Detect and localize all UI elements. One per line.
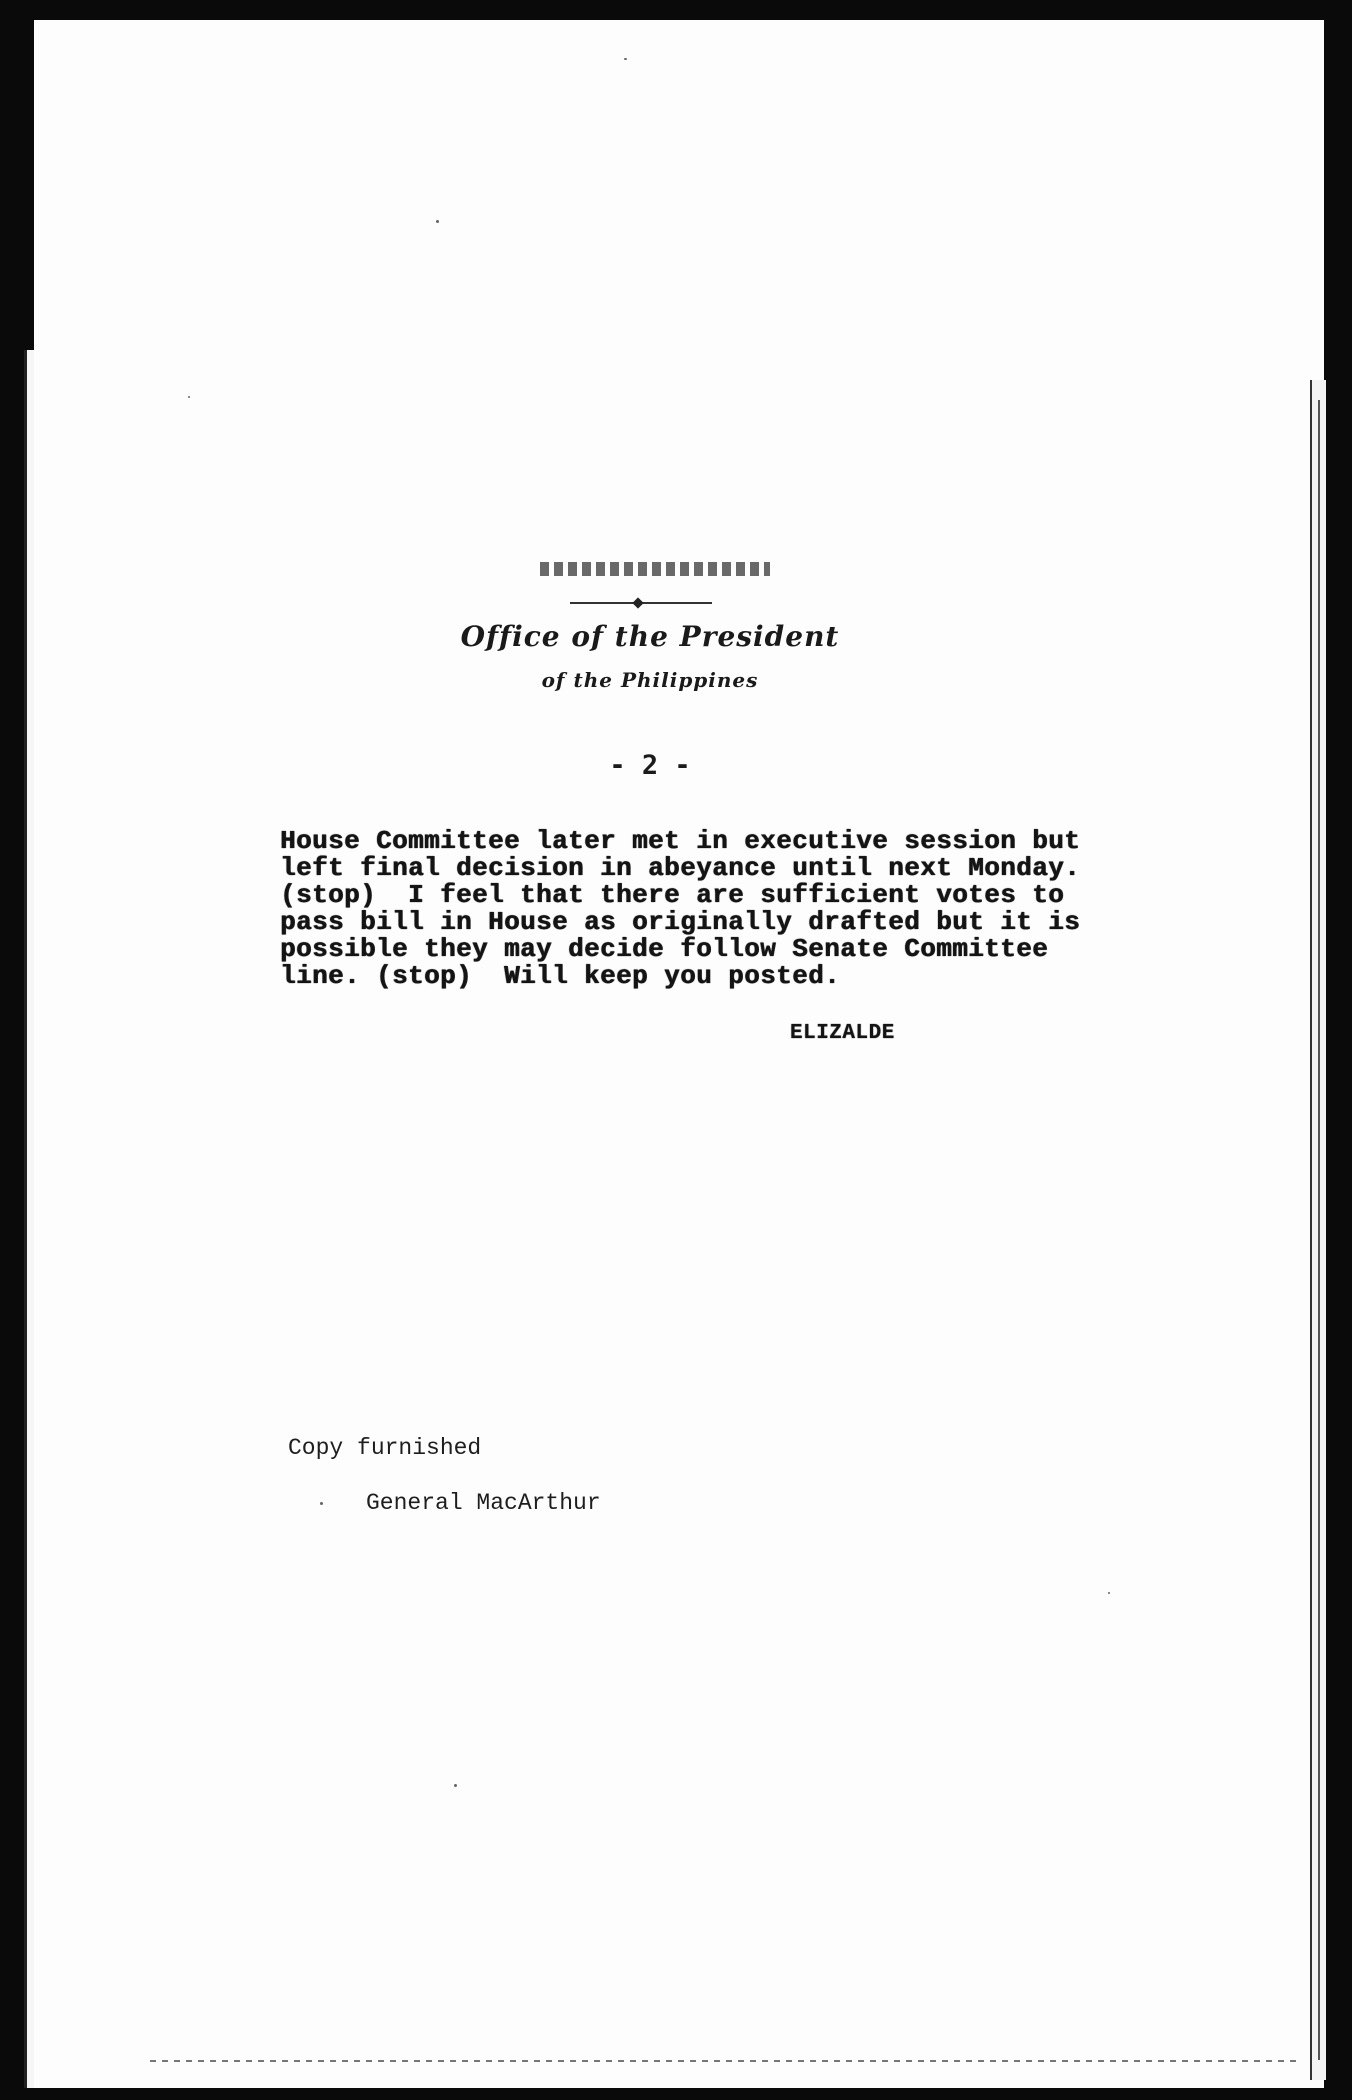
body-line: line. (stop) Will keep you posted. (280, 961, 841, 991)
ornament-diamond (632, 597, 643, 608)
body-line: House Committee later met in executive session but (280, 826, 1081, 856)
paper-speck (320, 1502, 323, 1505)
letterhead-title: Office of the President (460, 620, 840, 653)
letterhead-cutoff-text (540, 562, 770, 576)
paper-speck (624, 58, 627, 60)
body-line: left final decision in abeyance until next Monday. (280, 853, 1081, 883)
copy-furnished-label: Copy furnished (288, 1435, 482, 1461)
body-line: (stop) I feel that there are sufficient votes to (280, 880, 1065, 910)
letterhead-ornament (570, 599, 712, 607)
page-edge-shadow (1318, 400, 1320, 2060)
document-page (34, 20, 1324, 2088)
telegram-body (280, 828, 1100, 990)
paper-speck (1108, 1592, 1110, 1594)
paper-speck (436, 220, 439, 223)
page-number: - 2 - (609, 750, 691, 781)
paper-speck (454, 1784, 457, 1787)
paper-speck (188, 396, 190, 398)
bottom-page-edge (150, 2060, 1300, 2062)
body-line: possible they may decide follow Senate Committee (280, 934, 1049, 964)
signature-name: ELIZALDE (790, 1022, 895, 1045)
letterhead-subtitle: of the Philippines (541, 668, 759, 692)
copy-recipient: General MacArthur (366, 1490, 601, 1516)
body-line: pass bill in House as originally drafted but it is (280, 907, 1081, 937)
